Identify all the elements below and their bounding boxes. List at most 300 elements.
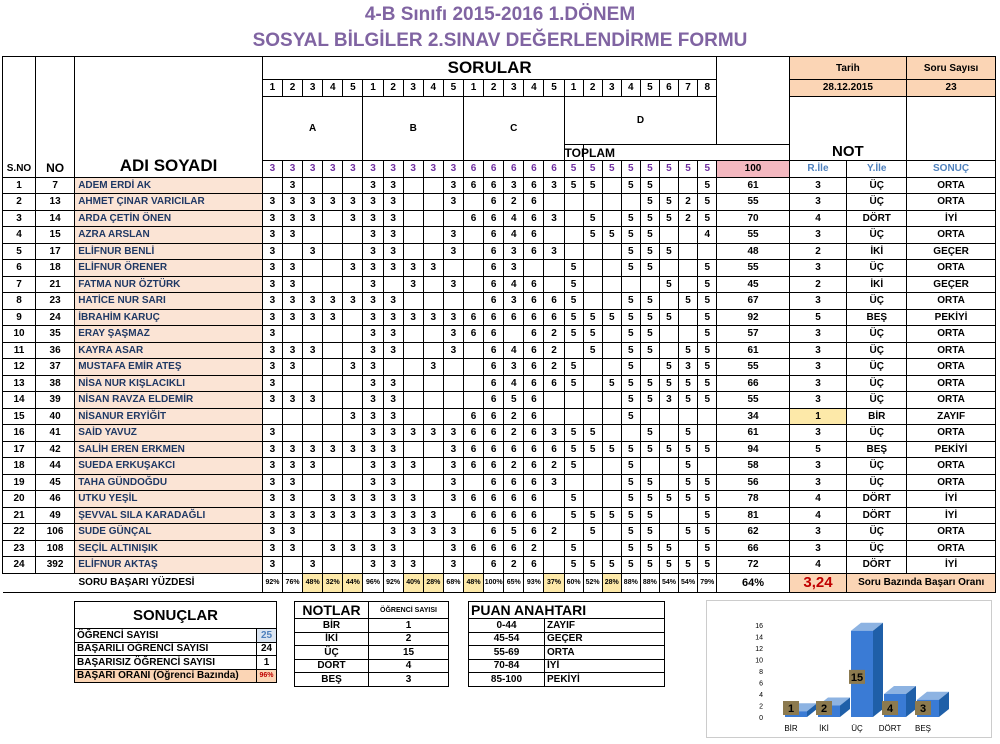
student-sno: 19 [3, 474, 36, 491]
student-total: 94 [717, 441, 789, 458]
score-cell: 3 [403, 507, 423, 524]
student-total: 61 [717, 177, 789, 194]
score-cell [583, 408, 602, 425]
score-cell [283, 408, 303, 425]
sorular-header: SORULAR [262, 57, 717, 80]
grade-table [2, 56, 996, 593]
score-cell [698, 458, 717, 475]
score-cell: 3 [262, 540, 282, 557]
score-cell: 5 [564, 359, 583, 376]
score-cell: 3 [544, 243, 564, 260]
notlar-count: 15 [369, 646, 449, 660]
score-cell: 5 [659, 210, 678, 227]
score-cell: 5 [640, 177, 659, 194]
student-result: İYİ [907, 557, 996, 574]
score-cell [640, 408, 659, 425]
score-cell [544, 392, 564, 409]
score-cell: 3 [383, 227, 403, 244]
student-no: 38 [36, 375, 75, 392]
score-cell: 3 [262, 260, 282, 277]
score-cell: 3 [303, 210, 323, 227]
student-total: 66 [717, 540, 789, 557]
score-cell: 6 [484, 524, 504, 541]
student-sno: 21 [3, 507, 36, 524]
score-cell: 3 [443, 194, 463, 211]
score-cell: 6 [504, 309, 524, 326]
question-number: 5 [443, 80, 463, 97]
score-cell: 3 [504, 293, 524, 310]
score-cell [423, 293, 443, 310]
score-cell: 6 [463, 326, 483, 343]
score-cell: 6 [524, 309, 544, 326]
score-cell: 3 [323, 491, 343, 508]
score-cell: 3 [343, 441, 363, 458]
score-cell: 3 [343, 260, 363, 277]
score-cell [463, 359, 483, 376]
student-grade-word: ÜÇ [847, 342, 907, 359]
score-cell [323, 243, 343, 260]
student-grade-word: ÜÇ [847, 326, 907, 343]
score-cell [602, 458, 621, 475]
puan-label: ZAYIF [545, 619, 665, 633]
student-sno: 13 [3, 375, 36, 392]
score-cell: 6 [524, 408, 544, 425]
score-cell [544, 408, 564, 425]
question-number: 2 [583, 80, 602, 97]
score-cell: 3 [363, 458, 383, 475]
score-cell: 3 [383, 194, 403, 211]
student-name: NİSA NUR KIŞLACIKLI [75, 375, 263, 392]
score-cell [403, 441, 423, 458]
success-pct: 54% [679, 573, 698, 592]
question-number: 4 [323, 80, 343, 97]
score-cell [659, 425, 678, 442]
score-cell [403, 210, 423, 227]
score-cell: 3 [659, 392, 678, 409]
score-cell: 3 [283, 293, 303, 310]
student-grade-word: DÖRT [847, 210, 907, 227]
score-cell: 3 [323, 507, 343, 524]
student-grade-word: BİR [847, 408, 907, 425]
score-cell: 3 [283, 441, 303, 458]
score-cell [564, 194, 583, 211]
success-label: SORU BAŞARI YÜZDESİ [3, 573, 263, 592]
score-cell [443, 392, 463, 409]
student-result: GEÇER [907, 243, 996, 260]
score-cell: 5 [698, 507, 717, 524]
tarih-value: 28.12.2015 [789, 80, 907, 97]
student-name: SUEDA ERKUŞAKCI [75, 458, 263, 475]
score-cell: 5 [698, 540, 717, 557]
score-cell: 5 [621, 227, 640, 244]
score-cell [602, 491, 621, 508]
score-cell: 5 [698, 491, 717, 508]
group-label: C [463, 96, 564, 161]
x-tick-label: İKİ [819, 724, 829, 733]
score-cell [602, 359, 621, 376]
score-cell: 3 [363, 260, 383, 277]
score-cell: 3 [383, 309, 403, 326]
score-cell: 6 [463, 309, 483, 326]
score-cell: 3 [443, 540, 463, 557]
score-cell [463, 194, 483, 211]
student-no: 15 [36, 227, 75, 244]
score-cell [423, 243, 443, 260]
score-cell: 5 [640, 375, 659, 392]
score-cell: 2 [504, 408, 524, 425]
notlar-grade: BEŞ [295, 673, 369, 687]
score-cell [443, 507, 463, 524]
score-cell [679, 326, 698, 343]
student-grade-number: 3 [789, 392, 847, 409]
score-cell: 5 [679, 458, 698, 475]
score-cell: 3 [544, 177, 564, 194]
student-name: ŞEVVAL SILA KARADAĞLI [75, 507, 263, 524]
soru-sayisi-value: 23 [907, 80, 996, 97]
student-total: 78 [717, 491, 789, 508]
score-cell: 3 [262, 326, 282, 343]
student-no: 49 [36, 507, 75, 524]
score-cell: 3 [383, 540, 403, 557]
score-cell: 3 [283, 342, 303, 359]
x-tick-label: BEŞ [914, 724, 932, 733]
score-cell: 3 [423, 524, 443, 541]
score-cell: 3 [303, 458, 323, 475]
score-cell: 6 [484, 260, 504, 277]
score-cell [443, 293, 463, 310]
score-cell [423, 474, 443, 491]
student-no: 108 [36, 540, 75, 557]
score-cell: 3 [403, 557, 423, 574]
score-cell [403, 540, 423, 557]
student-no: 45 [36, 474, 75, 491]
score-cell [564, 210, 583, 227]
y-tick-label: 2 [759, 703, 763, 711]
score-cell [564, 474, 583, 491]
score-cell: 3 [262, 507, 282, 524]
score-cell: 2 [544, 458, 564, 475]
score-cell [463, 375, 483, 392]
score-cell: 6 [504, 474, 524, 491]
score-cell [463, 392, 483, 409]
student-name: AHMET ÇINAR VARICILAR [75, 194, 263, 211]
score-cell [659, 458, 678, 475]
question-points: 5 [640, 161, 659, 178]
score-cell: 5 [564, 491, 583, 508]
question-points: 3 [443, 161, 463, 178]
student-name: SUDE GÜNÇAL [75, 524, 263, 541]
score-cell: 5 [640, 260, 659, 277]
score-cell: 5 [621, 491, 640, 508]
score-cell: 4 [504, 210, 524, 227]
score-cell [602, 260, 621, 277]
student-grade-number: 3 [789, 425, 847, 442]
score-cell: 5 [564, 507, 583, 524]
student-sno: 4 [3, 227, 36, 244]
student-sno: 14 [3, 392, 36, 409]
success-pct: 92% [262, 573, 282, 592]
score-cell: 3 [303, 293, 323, 310]
score-cell: 6 [524, 524, 544, 541]
student-grade-number: 3 [789, 359, 847, 376]
question-points: 5 [659, 161, 678, 178]
score-cell: 3 [423, 507, 443, 524]
score-cell: 6 [524, 441, 544, 458]
score-cell [564, 524, 583, 541]
student-sno: 7 [3, 276, 36, 293]
question-points: 5 [564, 161, 583, 178]
puan-range: 85-100 [469, 673, 545, 687]
score-cell [544, 491, 564, 508]
student-total: 66 [717, 375, 789, 392]
score-cell: 3 [283, 210, 303, 227]
score-cell [303, 425, 323, 442]
student-name: TAHA GÜNDOĞDU [75, 474, 263, 491]
student-total: 72 [717, 557, 789, 574]
student-sno: 8 [3, 293, 36, 310]
score-cell [443, 359, 463, 376]
score-cell [679, 309, 698, 326]
score-cell [403, 408, 423, 425]
student-row [3, 425, 996, 442]
student-result: ORTA [907, 458, 996, 475]
question-number: 1 [262, 80, 282, 97]
score-cell: 5 [602, 441, 621, 458]
score-cell: 3 [403, 276, 423, 293]
score-cell: 3 [383, 524, 403, 541]
question-points: 5 [698, 161, 717, 178]
score-cell: 5 [659, 491, 678, 508]
score-cell [343, 392, 363, 409]
student-grade-number: 3 [789, 177, 847, 194]
score-cell: 5 [564, 375, 583, 392]
score-cell [583, 293, 602, 310]
student-grade-word: ÜÇ [847, 524, 907, 541]
score-cell: 3 [383, 458, 403, 475]
question-number: 1 [463, 80, 483, 97]
question-number: 4 [524, 80, 544, 97]
score-cell: 3 [504, 243, 524, 260]
score-cell: 6 [544, 441, 564, 458]
tarih-label: Tarih [789, 57, 907, 80]
score-cell [443, 210, 463, 227]
score-cell: 3 [363, 177, 383, 194]
score-cell [659, 408, 678, 425]
student-no: 42 [36, 441, 75, 458]
score-cell: 5 [621, 441, 640, 458]
score-cell: 5 [659, 441, 678, 458]
student-row [3, 491, 996, 508]
score-cell [659, 227, 678, 244]
score-cell: 5 [564, 326, 583, 343]
score-cell: 3 [303, 441, 323, 458]
score-cell: 5 [564, 425, 583, 442]
score-cell: 3 [343, 408, 363, 425]
score-cell: 4 [698, 227, 717, 244]
student-row [3, 210, 996, 227]
student-sno: 18 [3, 458, 36, 475]
question-points: 6 [504, 161, 524, 178]
score-cell: 5 [698, 342, 717, 359]
score-cell [621, 425, 640, 442]
score-cell: 5 [621, 342, 640, 359]
notlar-subtitle: ÖĞRENCİ SAYISI [369, 602, 449, 619]
score-cell [323, 557, 343, 574]
score-cell: 3 [544, 474, 564, 491]
score-cell: 3 [303, 557, 323, 574]
score-cell [323, 276, 343, 293]
score-cell [504, 326, 524, 343]
student-row [3, 557, 996, 574]
score-cell: 6 [524, 210, 544, 227]
score-cell [602, 425, 621, 442]
score-cell: 5 [564, 260, 583, 277]
puan-title: PUAN ANAHTARI [469, 602, 665, 619]
score-cell [343, 243, 363, 260]
student-row [3, 177, 996, 194]
score-cell [679, 276, 698, 293]
student-result: GEÇER [907, 276, 996, 293]
student-grade-number: 3 [789, 194, 847, 211]
score-cell: 6 [484, 177, 504, 194]
score-cell [602, 210, 621, 227]
score-cell: 5 [583, 326, 602, 343]
score-cell: 5 [621, 557, 640, 574]
score-cell [659, 293, 678, 310]
question-number: 2 [484, 80, 504, 97]
student-result: ORTA [907, 227, 996, 244]
student-name: NİSAN RAVZA ELDEMİR [75, 392, 263, 409]
score-cell [323, 260, 343, 277]
score-cell: 5 [564, 293, 583, 310]
score-cell: 3 [262, 359, 282, 376]
score-cell [443, 375, 463, 392]
score-cell: 3 [262, 309, 282, 326]
score-cell: 3 [403, 425, 423, 442]
score-cell [343, 276, 363, 293]
score-cell: 3 [363, 375, 383, 392]
score-cell: 3 [262, 491, 282, 508]
question-number: 7 [679, 80, 698, 97]
student-no: 35 [36, 326, 75, 343]
success-pct: 44% [343, 573, 363, 592]
score-cell: 5 [583, 342, 602, 359]
score-cell: 6 [524, 375, 544, 392]
score-cell [423, 276, 443, 293]
score-cell [423, 392, 443, 409]
score-cell: 6 [463, 540, 483, 557]
score-cell: 3 [262, 392, 282, 409]
notlar-title: NOTLAR [295, 602, 369, 619]
success-pct: 48% [463, 573, 483, 592]
score-cell [443, 408, 463, 425]
notlar-grade: DÖRT [295, 659, 369, 673]
score-cell: 6 [484, 276, 504, 293]
question-number: 4 [423, 80, 443, 97]
score-cell: 5 [602, 227, 621, 244]
score-cell: 6 [484, 243, 504, 260]
score-cell: 3 [363, 342, 383, 359]
score-cell: 6 [504, 441, 524, 458]
score-cell: 6 [463, 210, 483, 227]
sonuc-header: SONUÇ [907, 161, 996, 178]
score-cell: 5 [698, 375, 717, 392]
score-cell: 3 [679, 359, 698, 376]
score-cell: 3 [262, 293, 282, 310]
y-tick-label: 10 [755, 657, 763, 665]
student-total: 55 [717, 392, 789, 409]
score-cell [303, 491, 323, 508]
student-sno: 9 [3, 309, 36, 326]
score-cell: 5 [504, 392, 524, 409]
score-cell: 5 [698, 326, 717, 343]
score-cell: 5 [504, 524, 524, 541]
score-cell: 6 [484, 507, 504, 524]
score-cell: 6 [524, 243, 544, 260]
score-cell: 3 [262, 557, 282, 574]
student-no: 17 [36, 243, 75, 260]
score-cell: 6 [463, 458, 483, 475]
student-grade-number: 5 [789, 441, 847, 458]
score-cell: 3 [363, 507, 383, 524]
score-cell: 5 [621, 359, 640, 376]
score-cell [283, 375, 303, 392]
score-cell: 2 [544, 342, 564, 359]
results-table [74, 601, 277, 683]
score-cell: 3 [283, 524, 303, 541]
score-cell: 5 [698, 194, 717, 211]
score-cell: 5 [698, 392, 717, 409]
notlar-count: 4 [369, 659, 449, 673]
student-row [3, 243, 996, 260]
score-cell [323, 524, 343, 541]
student-no: 46 [36, 491, 75, 508]
score-cell: 4 [504, 227, 524, 244]
score-cell [262, 408, 282, 425]
student-row [3, 458, 996, 475]
score-cell [403, 243, 423, 260]
score-cell: 6 [484, 210, 504, 227]
student-grade-word: ÜÇ [847, 293, 907, 310]
student-row [3, 309, 996, 326]
score-cell: 5 [640, 441, 659, 458]
score-cell [659, 260, 678, 277]
student-row [3, 293, 996, 310]
score-cell [602, 474, 621, 491]
score-cell: 6 [524, 458, 544, 475]
score-cell: 3 [262, 375, 282, 392]
score-cell [423, 408, 443, 425]
score-cell: 6 [484, 293, 504, 310]
score-cell: 5 [640, 474, 659, 491]
no-header: NO [36, 57, 75, 178]
score-cell: 5 [698, 441, 717, 458]
score-cell [698, 243, 717, 260]
student-grade-word: ÜÇ [847, 425, 907, 442]
success-pct: 60% [564, 573, 583, 592]
score-cell: 5 [564, 540, 583, 557]
success-pct: 88% [640, 573, 659, 592]
puan-label: PEKİYİ [545, 673, 665, 687]
score-cell [423, 458, 443, 475]
score-cell: 3 [544, 425, 564, 442]
student-name: NİSANUR ERYİĞİT [75, 408, 263, 425]
score-cell: 3 [283, 540, 303, 557]
student-result: ORTA [907, 342, 996, 359]
score-cell: 6 [484, 326, 504, 343]
score-cell: 6 [484, 491, 504, 508]
notlar-grade: ÜÇ [295, 646, 369, 660]
